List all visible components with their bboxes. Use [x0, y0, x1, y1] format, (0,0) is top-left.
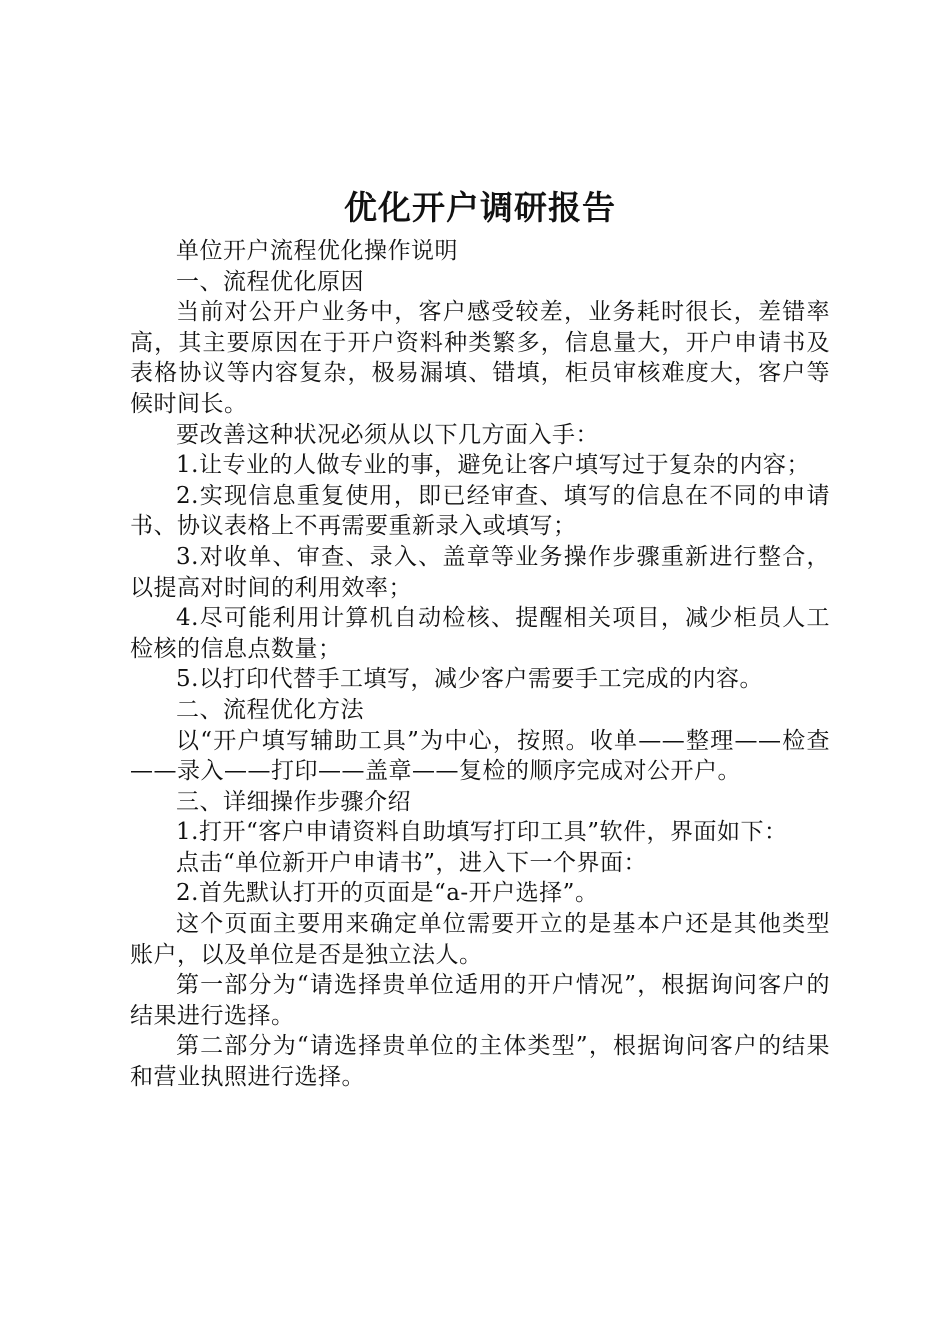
paragraph: 5.以打印代替手工填写，减少客户需要手工完成的内容。	[176, 666, 763, 693]
paragraph: 当前对公开户业务中，客户感受较差，业务耗时很长，差错率高，其主要原因在于开户资料种类繁多，信息量大，开户申请书及表格协议等内容复杂，极易漏填、错填，柜员审核难度大，客户等候时间长。	[130, 299, 830, 417]
paragraph: 2.首先默认打开的页面是“a-开户选择”。	[176, 880, 599, 907]
paragraph: 1.打开“客户申请资料自助填写打印工具”软件，界面如下：	[176, 819, 788, 846]
paragraph: 3.对收单、审查、录入、盖章等业务操作步骤重新进行整合，以提高对时间的利用效率；	[130, 543, 830, 601]
paragraph: 4.尽可能利用计算机自动检核、提醒相关项目，减少柜员人工检核的信息点数量；	[130, 605, 830, 662]
paragraph: 1.让专业的人做专业的事，避免让客户填写过于复杂的内容；	[176, 452, 810, 479]
paragraph: 三、详细操作步骤介绍	[176, 788, 411, 815]
paragraph: 第二部分为“请选择贵单位的主体类型”，根据询问客户的结果和营业执照进行选择。	[130, 1033, 830, 1091]
paragraph: 二、流程优化方法	[176, 696, 364, 723]
paragraph: 这个页面主要用来确定单位需要开立的是基本户还是其他类型账户，以及单位是否是独立法人。	[130, 911, 830, 968]
paragraph: 第一部分为“请选择贵单位适用的开户情况”，根据询问客户的结果进行选择。	[130, 972, 830, 1029]
paragraph: 2.实现信息重复使用，即已经审查、填写的信息在不同的申请书、协议表格上不再需要重新录入或填写；	[130, 482, 830, 540]
paragraph: 单位开户流程优化操作说明	[176, 238, 458, 264]
paragraph: 一、流程优化原因	[176, 268, 364, 295]
paragraph: 点击“单位新开户申请书”，进入下一个界面：	[176, 849, 648, 876]
document-title: 优化开户调研报告	[344, 188, 616, 227]
paragraph: 要改善这种状况必须从以下几方面入手：	[176, 421, 599, 448]
document-body	[130, 236, 830, 1093]
paragraph: 以“开户填写辅助工具”为中心，按照。收单——整理——检查——录入——打印——盖章——复检的顺序完成对公开户。	[130, 727, 830, 785]
